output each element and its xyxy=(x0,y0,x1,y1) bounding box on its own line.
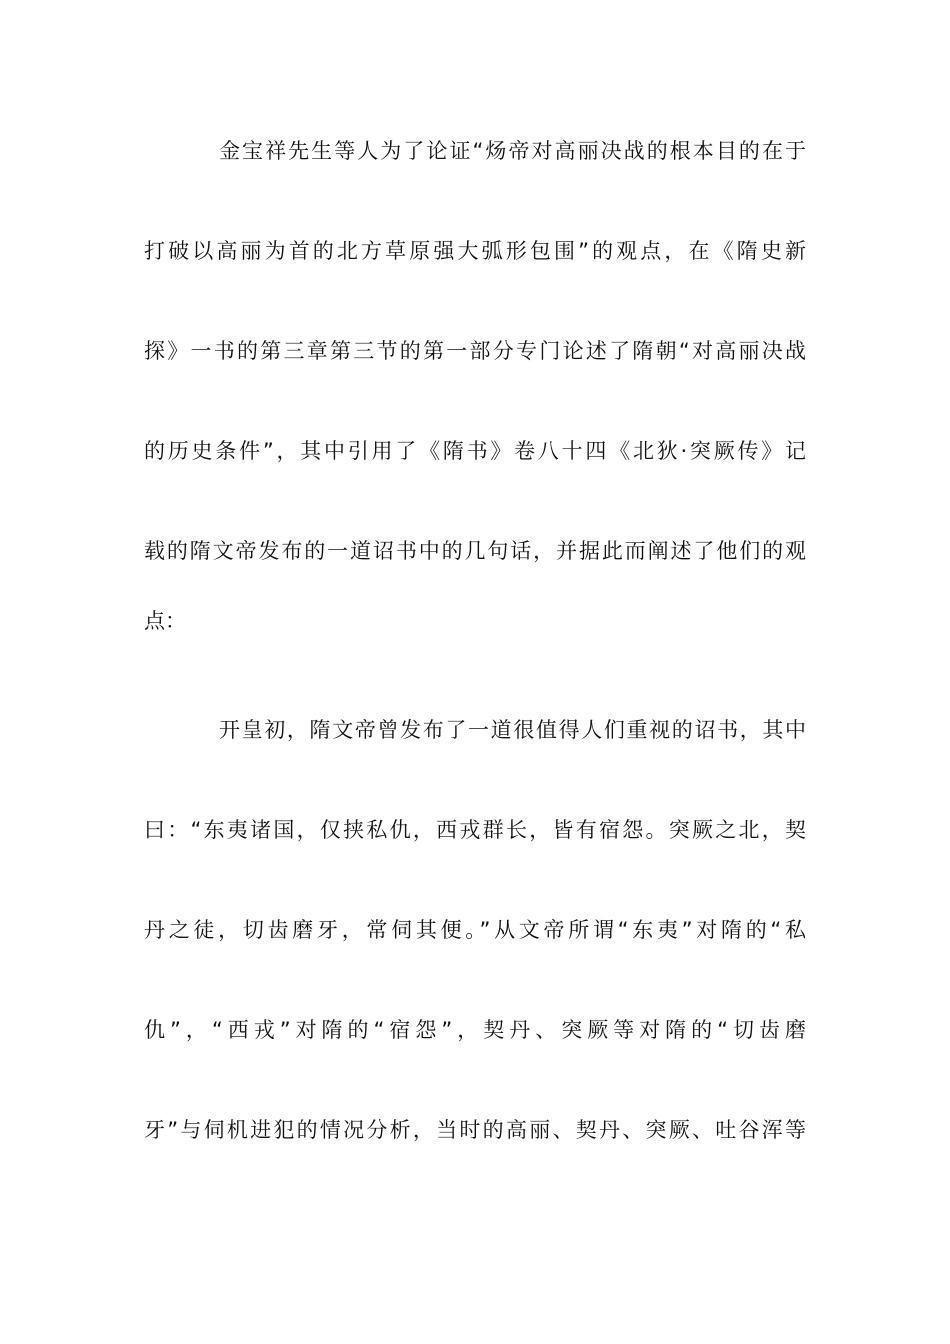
paragraph-2-line-5: 牙”与伺机进犯的情况分析，当时的高丽、契丹、突厥、吐谷浑等 xyxy=(144,1118,806,1142)
paragraph-2-line-3: 丹之徒，切齿磨牙，常伺其便。”从文帝所谓“东夷”对隋的“私 xyxy=(144,918,806,942)
paragraph-2-line-2: 曰：“东夷诸国，仅挟私仇，西戎群长，皆有宿怨。突厥之北，契 xyxy=(144,818,806,842)
paragraph-1-line-5: 载的隋文帝发布的一道诏书中的几句话，并据此而阐述了他们的观 xyxy=(144,539,806,563)
paragraph-1-line-4: 的历史条件”，其中引用了《隋书》卷八十四《北狄·突厥传》记 xyxy=(144,439,806,463)
paragraph-1-line-3: 探》一书的第三章第三节的第一部分专门论述了隋朝“对高丽决战 xyxy=(144,339,806,363)
paragraph-1-line-6: 点： xyxy=(144,609,186,633)
paragraph-2-line-4: 仇”，“西戎”对隋的“宿怨”，契丹、突厥等对隋的“切齿磨 xyxy=(144,1018,806,1042)
paragraph-2-line-1: 开皇初，隋文帝曾发布了一道很值得人们重视的诏书，其中 xyxy=(219,718,806,742)
paragraph-1-line-2: 打破以高丽为首的北方草原强大弧形包围”的观点，在《隋史新 xyxy=(144,239,806,263)
paragraph-1-line-1: 金宝祥先生等人为了论证“炀帝对高丽决战的根本目的在于 xyxy=(219,139,806,163)
